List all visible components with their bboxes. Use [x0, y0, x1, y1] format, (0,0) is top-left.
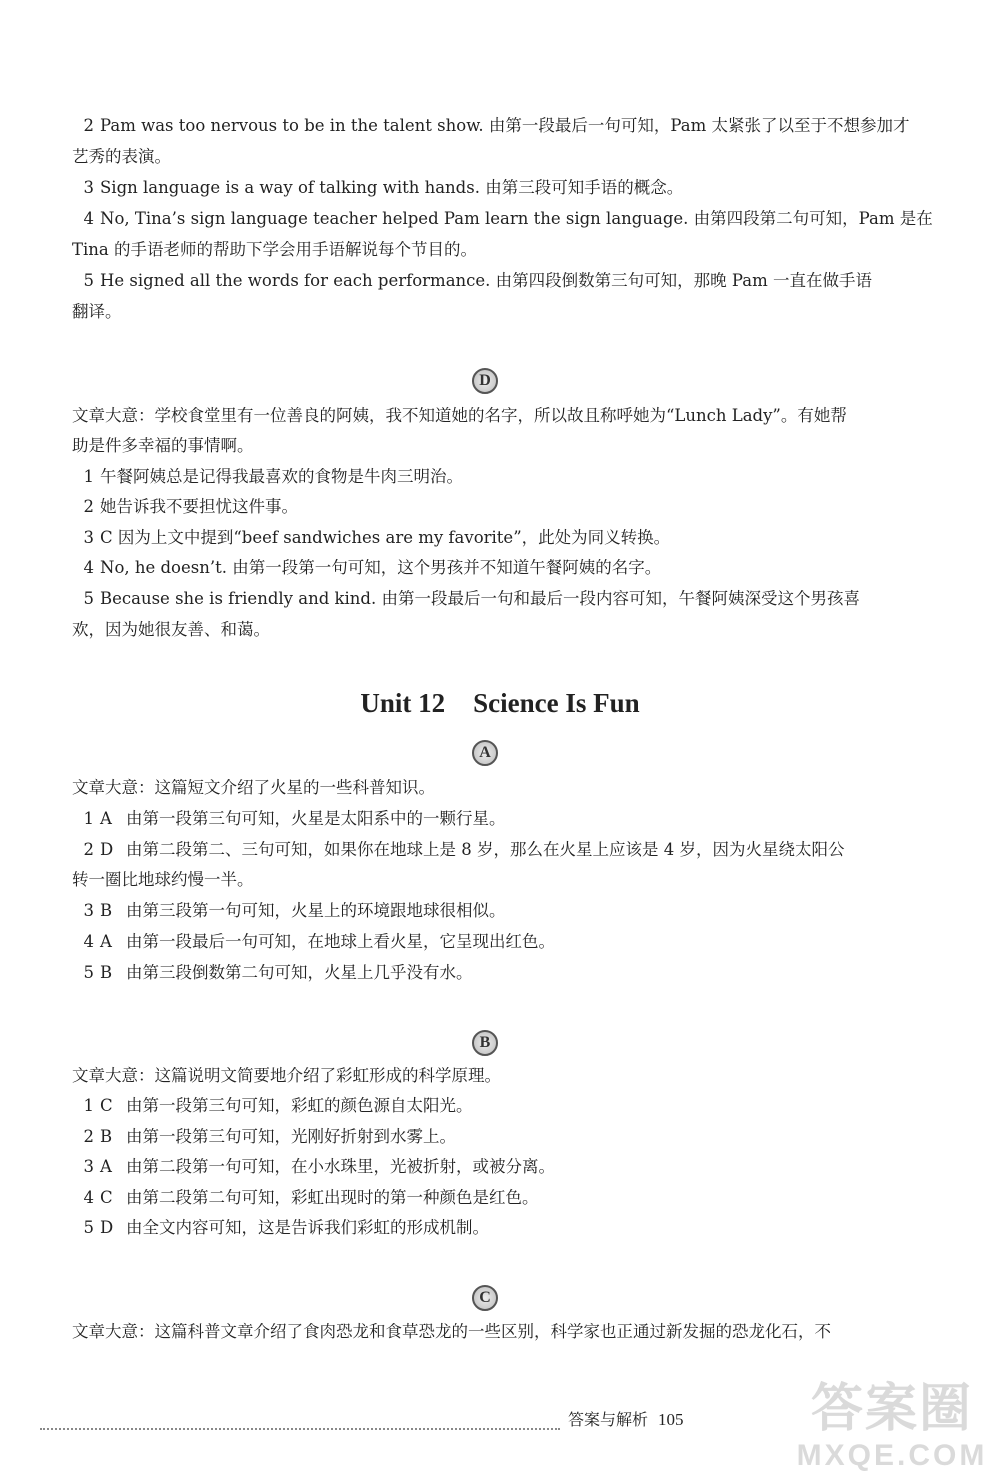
item-answer: A	[100, 932, 112, 951]
section-d-item-2	[72, 497, 930, 517]
section-a-item-4	[72, 932, 930, 952]
item-text: 欢，因为她很友善、和蔼。	[72, 620, 270, 639]
section-d-item-5	[72, 589, 930, 609]
item-answer: D	[100, 1218, 114, 1237]
item-text: 她告诉我不要担忧这件事。	[100, 497, 298, 516]
item-answer: B	[100, 963, 113, 982]
section-a-summary	[72, 778, 930, 798]
item-text: 午餐阿姨总是记得我最喜欢的食物是牛肉三明治。	[100, 467, 463, 486]
prev-answer-2	[72, 116, 930, 136]
item-number: 5	[83, 589, 94, 608]
item-number: 5	[83, 1218, 94, 1237]
prev-answer-5	[72, 271, 930, 291]
section-a-item-2	[72, 840, 930, 860]
item-number: 5	[83, 963, 94, 982]
summary-text: 文章大意：这篇科普文章介绍了食肉恐龙和食草恐龙的一些区别，科学家也正通过新发掘的恐龙化石，不	[72, 1322, 831, 1341]
item-text: 由第一段第三句可知，火星是太阳系中的一颗行星。	[126, 809, 506, 828]
item-text: 由第二段第一句可知，在小水珠里，光被折射，或被分离。	[126, 1157, 555, 1176]
item-text: 艺秀的表演。	[72, 147, 171, 166]
item-text: No, Tina’s sign language teacher helped Pam learn the sign language. 由第四段第二句可知，Pam 是在	[100, 209, 933, 228]
section-d-item-1	[72, 467, 930, 487]
watermark-bottom-text: MXQE.COM	[796, 1439, 988, 1472]
footer-label: 答案与解析	[568, 1410, 649, 1429]
section-b-item-2	[72, 1127, 930, 1147]
item-number: 3	[83, 528, 94, 547]
item-answer: A	[100, 1157, 112, 1176]
item-text: 转一圈比地球约慢一半。	[72, 870, 254, 889]
section-a-item-3	[72, 901, 930, 921]
summary-text: 助是件多幸福的事情啊。	[72, 436, 254, 455]
section-c-summary	[72, 1322, 930, 1342]
section-b-item-3	[72, 1157, 930, 1177]
item-text: Sign language is a way of talking with hands. 由第三段可知手语的概念。	[100, 178, 684, 197]
prev-answer-5-cont	[72, 302, 930, 322]
item-number: 2	[83, 497, 94, 516]
section-b-badge: B	[472, 1030, 498, 1056]
item-answer: B	[100, 901, 113, 920]
unit-number: Unit 12	[360, 688, 446, 718]
item-text: Tina 的手语老师的帮助下学会用手语解说每个节目的。	[72, 240, 477, 259]
item-number: 3	[83, 901, 94, 920]
item-text: Pam was too nervous to be in the talent show. 由第一段最后一句可知，Pam 太紧张了以至于不想参加才	[100, 116, 910, 135]
section-a-item-2-cont	[72, 870, 930, 890]
item-text: 由第三段倒数第二句可知，火星上几乎没有水。	[126, 963, 473, 982]
item-text: 由第一段第三句可知，光刚好折射到水雾上。	[126, 1127, 456, 1146]
item-text: C 因为上文中提到“beef sandwiches are my favorite”，此处为同义转换。	[100, 528, 671, 547]
summary-text: 文章大意：这篇说明文简要地介绍了彩虹形成的科学原理。	[72, 1066, 501, 1085]
item-text: 由第一段最后一句可知，在地球上看火星，它呈现出红色。	[126, 932, 555, 951]
prev-answer-3	[72, 178, 930, 198]
item-text: 由第一段第三句可知，彩虹的颜色源自太阳光。	[126, 1096, 473, 1115]
item-number: 2	[83, 1127, 94, 1146]
section-a-badge: A	[472, 740, 498, 766]
unit-title: Science Is Fun	[473, 688, 640, 718]
item-number: 4	[83, 1188, 94, 1207]
item-number: 1	[83, 1096, 94, 1115]
item-text: 由第二段第二、三句可知，如果你在地球上是 8 岁，那么在火星上应该是 4 岁，因为火星绕太阳公	[126, 840, 845, 859]
item-answer: B	[100, 1127, 113, 1146]
item-number: 3	[83, 1157, 94, 1176]
item-answer: A	[100, 809, 112, 828]
unit-heading	[0, 688, 1000, 719]
prev-answer-4	[72, 209, 933, 229]
summary-text: 文章大意：这篇短文介绍了火星的一些科普知识。	[72, 778, 435, 797]
item-number: 2	[83, 116, 94, 135]
page-number: 105	[658, 1410, 684, 1429]
item-number: 3	[83, 178, 94, 197]
item-number: 1	[83, 809, 94, 828]
item-text: 翻译。	[72, 302, 122, 321]
item-answer: D	[100, 840, 114, 859]
item-text: No, he doesn’t. 由第一段第一句可知，这个男孩并不知道午餐阿姨的名字。	[100, 558, 662, 577]
item-number: 4	[83, 558, 94, 577]
section-b-item-5	[72, 1218, 930, 1238]
watermark-logo	[792, 1378, 992, 1478]
item-text: 由第二段第二句可知，彩虹出现时的第一种颜色是红色。	[126, 1188, 539, 1207]
section-d-item-3	[72, 528, 930, 548]
item-answer: C	[100, 1096, 113, 1115]
item-answer: C	[100, 1188, 113, 1207]
section-b-item-4	[72, 1188, 930, 1208]
section-b-item-1	[72, 1096, 930, 1116]
section-a-item-1	[72, 809, 930, 829]
prev-answer-2-cont	[72, 147, 930, 167]
item-text: 由全文内容可知，这是告诉我们彩虹的形成机制。	[126, 1218, 489, 1237]
item-number: 4	[83, 932, 94, 951]
prev-answer-4-cont	[72, 240, 930, 260]
summary-text: 文章大意：学校食堂里有一位善良的阿姨，我不知道她的名字，所以故且称呼她为“Lunch Lady”。有她帮	[72, 406, 847, 425]
section-c-badge: C	[472, 1285, 498, 1311]
item-number: 4	[83, 209, 94, 228]
section-d-item-4	[72, 558, 930, 578]
section-d-summary-cont	[72, 436, 930, 456]
footer	[568, 1407, 684, 1430]
section-d-item-5-cont	[72, 620, 930, 640]
item-text: He signed all the words for each performance. 由第四段倒数第三句可知，那晚 Pam 一直在做手语	[100, 271, 872, 290]
section-a-item-5	[72, 963, 930, 983]
section-d-badge: D	[472, 368, 498, 394]
item-number: 5	[83, 271, 94, 290]
footer-divider	[40, 1428, 560, 1430]
section-d-summary	[72, 406, 930, 426]
watermark-top-text: 答案圈	[810, 1380, 973, 1438]
item-text: 由第三段第一句可知，火星上的环境跟地球很相似。	[126, 901, 506, 920]
item-number: 2	[83, 840, 94, 859]
section-b-summary	[72, 1066, 930, 1086]
item-number: 1	[83, 467, 94, 486]
item-text: Because she is friendly and kind. 由第一段最后一句和最后一段内容可知，午餐阿姨深受这个男孩喜	[100, 589, 860, 608]
